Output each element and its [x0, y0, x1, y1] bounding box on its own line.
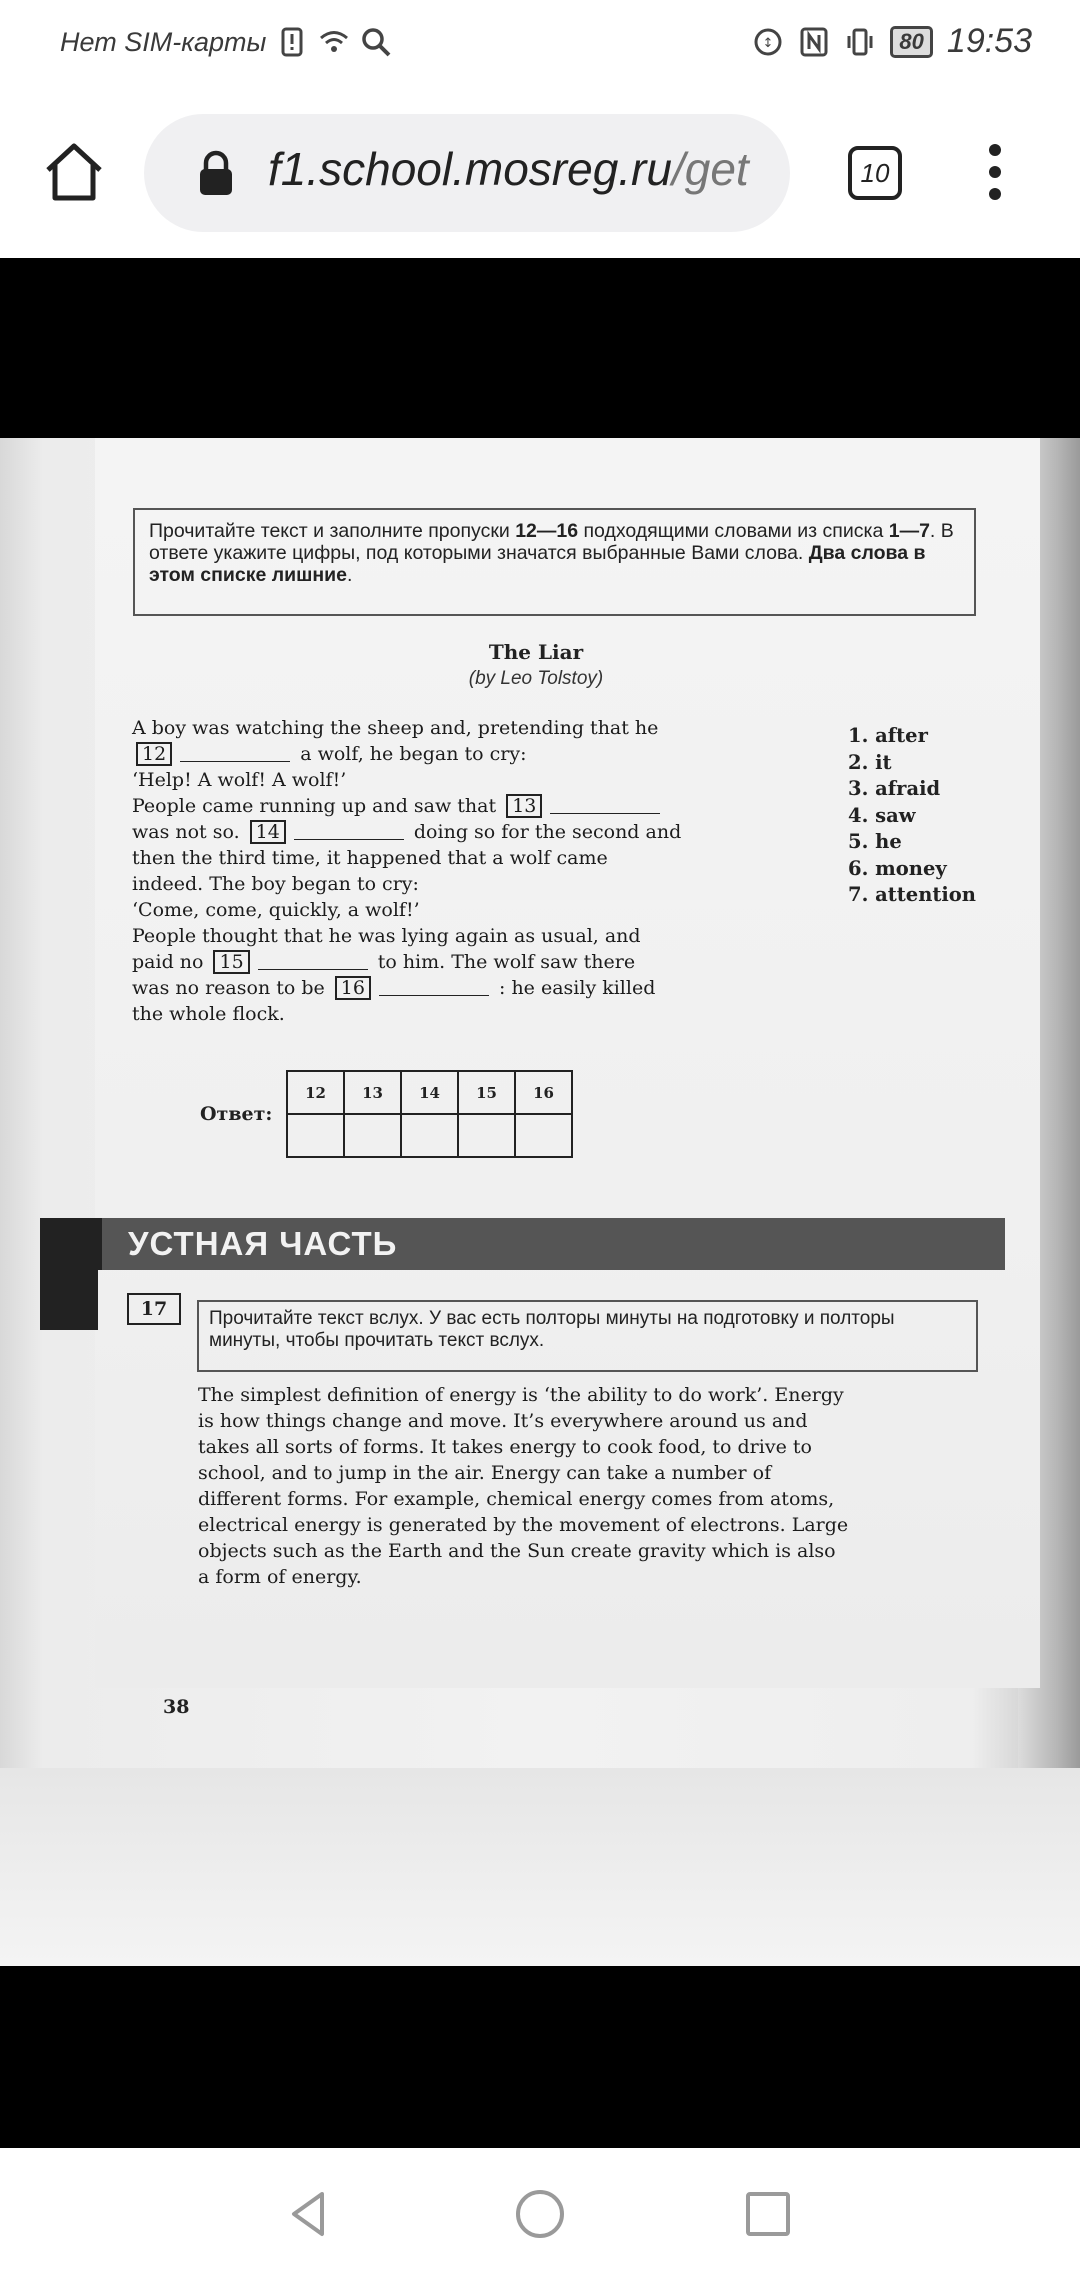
address-bar[interactable] [144, 114, 790, 232]
answer-column-header: 13 [344, 1071, 401, 1114]
story-author: (by Leo Tolstoy) [468, 668, 604, 689]
textbook-photo[interactable] [0, 438, 1080, 1966]
browser-toolbar [0, 92, 1080, 258]
word-list-item: 2. it [848, 750, 892, 774]
answer-blank [294, 822, 404, 840]
alert-icon [276, 26, 308, 58]
answer-cell [401, 1114, 458, 1157]
story-heading [0, 640, 1080, 690]
task-number-17: 17 [127, 1293, 181, 1325]
task-instruction-box [133, 508, 976, 616]
word-list-item: 4. saw [848, 803, 916, 827]
energy-line: different forms. For example, chemical energy comes from atoms, [198, 1488, 835, 1510]
energy-line: takes all sorts of forms. It takes energy to cook food, to drive to [198, 1436, 812, 1458]
story-line: the whole flock. [132, 1003, 285, 1025]
answer-blank [180, 744, 290, 762]
wifi-icon [318, 26, 350, 58]
image-viewer-bottom [0, 1966, 1080, 2148]
page-number: 38 [163, 1696, 190, 1718]
gap-number-13: 13 [506, 794, 542, 818]
energy-line: a form of energy. [198, 1566, 362, 1588]
home-icon[interactable] [40, 138, 108, 206]
story-line: People came running up and saw that 13 [132, 793, 778, 819]
answer-column-header: 16 [515, 1071, 572, 1114]
story-line: ‘Come, come, quickly, a wolf!’ [132, 899, 420, 921]
energy-line: is how things change and move. It’s everywhere around us and [198, 1410, 808, 1432]
story-line: ‘Help! A wolf! A wolf!’ [132, 769, 347, 791]
story-text [132, 715, 778, 1027]
svg-text:↕: ↕ [762, 35, 774, 51]
home-circle-icon[interactable] [512, 2186, 568, 2242]
word-list-item: 1. after [848, 724, 928, 747]
gap-number-15: 15 [213, 950, 249, 974]
story-line: indeed. The boy began to cry: [132, 873, 419, 895]
energy-text [198, 1382, 978, 1590]
search-status-icon [360, 26, 392, 58]
carrier-text: Нет SIM-карты [60, 26, 267, 57]
system-nav-bar [0, 2148, 1080, 2280]
oral-section-band [40, 1218, 1005, 1270]
energy-line: school, and to jump in the air. Energy can take a number of [198, 1462, 772, 1484]
answer-column-header: 15 [458, 1071, 515, 1114]
page-bottom-area [0, 1768, 1080, 1966]
tab-switcher-button[interactable]: 10 [848, 146, 902, 200]
status-bar [0, 0, 1080, 92]
answer-blank [550, 796, 660, 814]
reading-instruction: Прочитайте текст вслух. У вас есть полторы минуты на подготовку и полторы минуты, чтобы прочитать текст вслух. [197, 1300, 978, 1372]
url-text: f1.school.mosreg.ru/get [268, 143, 749, 195]
story-line: 12 a wolf, he began to cry: [132, 741, 778, 767]
oral-band-tab [40, 1270, 98, 1330]
energy-line: electrical energy is generated by the movement of electrons. Large [198, 1514, 849, 1536]
answer-cell [515, 1114, 572, 1157]
answer-blank [379, 978, 489, 996]
vibrate-icon [844, 26, 876, 58]
story-line: People thought that he was lying again as usual, and [132, 925, 641, 947]
answer-column-header: 12 [287, 1071, 344, 1114]
answer-label: Ответ: [200, 1103, 273, 1125]
lock-icon [196, 150, 236, 196]
clock: 19:53 [946, 22, 1032, 60]
data-saver-icon [752, 26, 784, 58]
answer-table [286, 1070, 573, 1158]
answer-blank [258, 952, 368, 970]
gap-number-12: 12 [136, 742, 172, 766]
energy-line: The simplest definition of energy is ‘the ability to do work’. Energy [198, 1384, 844, 1406]
task-instruction-text: Прочитайте текст и заполните пропуски 12—16 подходящими словами из списка 1—7. В ответе укажите цифры, под которыми значатся выбранные Вами слова. Два слова в этом списке лишние. [149, 520, 954, 586]
answer-cell [287, 1114, 344, 1157]
story-line: then the third time, it happened that a wolf came [132, 847, 608, 869]
gap-number-14: 14 [250, 820, 286, 844]
word-list-item: 7. attention [848, 883, 976, 906]
gap-number-16: 16 [335, 976, 371, 1000]
image-viewer-top [0, 258, 1080, 438]
nfc-icon [798, 26, 830, 58]
story-line: A boy was watching the sheep and, pretending that he [132, 717, 659, 739]
word-list-item: 3. afraid [848, 777, 941, 800]
word-list [848, 723, 976, 909]
more-vert-icon[interactable] [980, 144, 1010, 204]
story-line: was no reason to be 16 : he easily killed [132, 977, 656, 999]
story-line: paid no 15 to him. The wolf saw there [132, 951, 636, 973]
story-line: was not so. 14 doing so for the second and [132, 821, 682, 843]
word-list-item: 5. he [848, 830, 902, 853]
answer-column-header: 14 [401, 1071, 458, 1114]
energy-line: objects such as the Earth and the Sun create gravity which is also [198, 1540, 836, 1562]
back-icon[interactable] [282, 2186, 338, 2242]
oral-section-title: УСТНАЯ ЧАСТЬ [128, 1225, 398, 1262]
answer-cell [344, 1114, 401, 1157]
answer-cell [458, 1114, 515, 1157]
battery-indicator: 80 [890, 26, 932, 58]
story-title: The Liar [488, 640, 584, 664]
recents-icon[interactable] [740, 2186, 796, 2242]
word-list-item: 6. money [848, 856, 947, 880]
